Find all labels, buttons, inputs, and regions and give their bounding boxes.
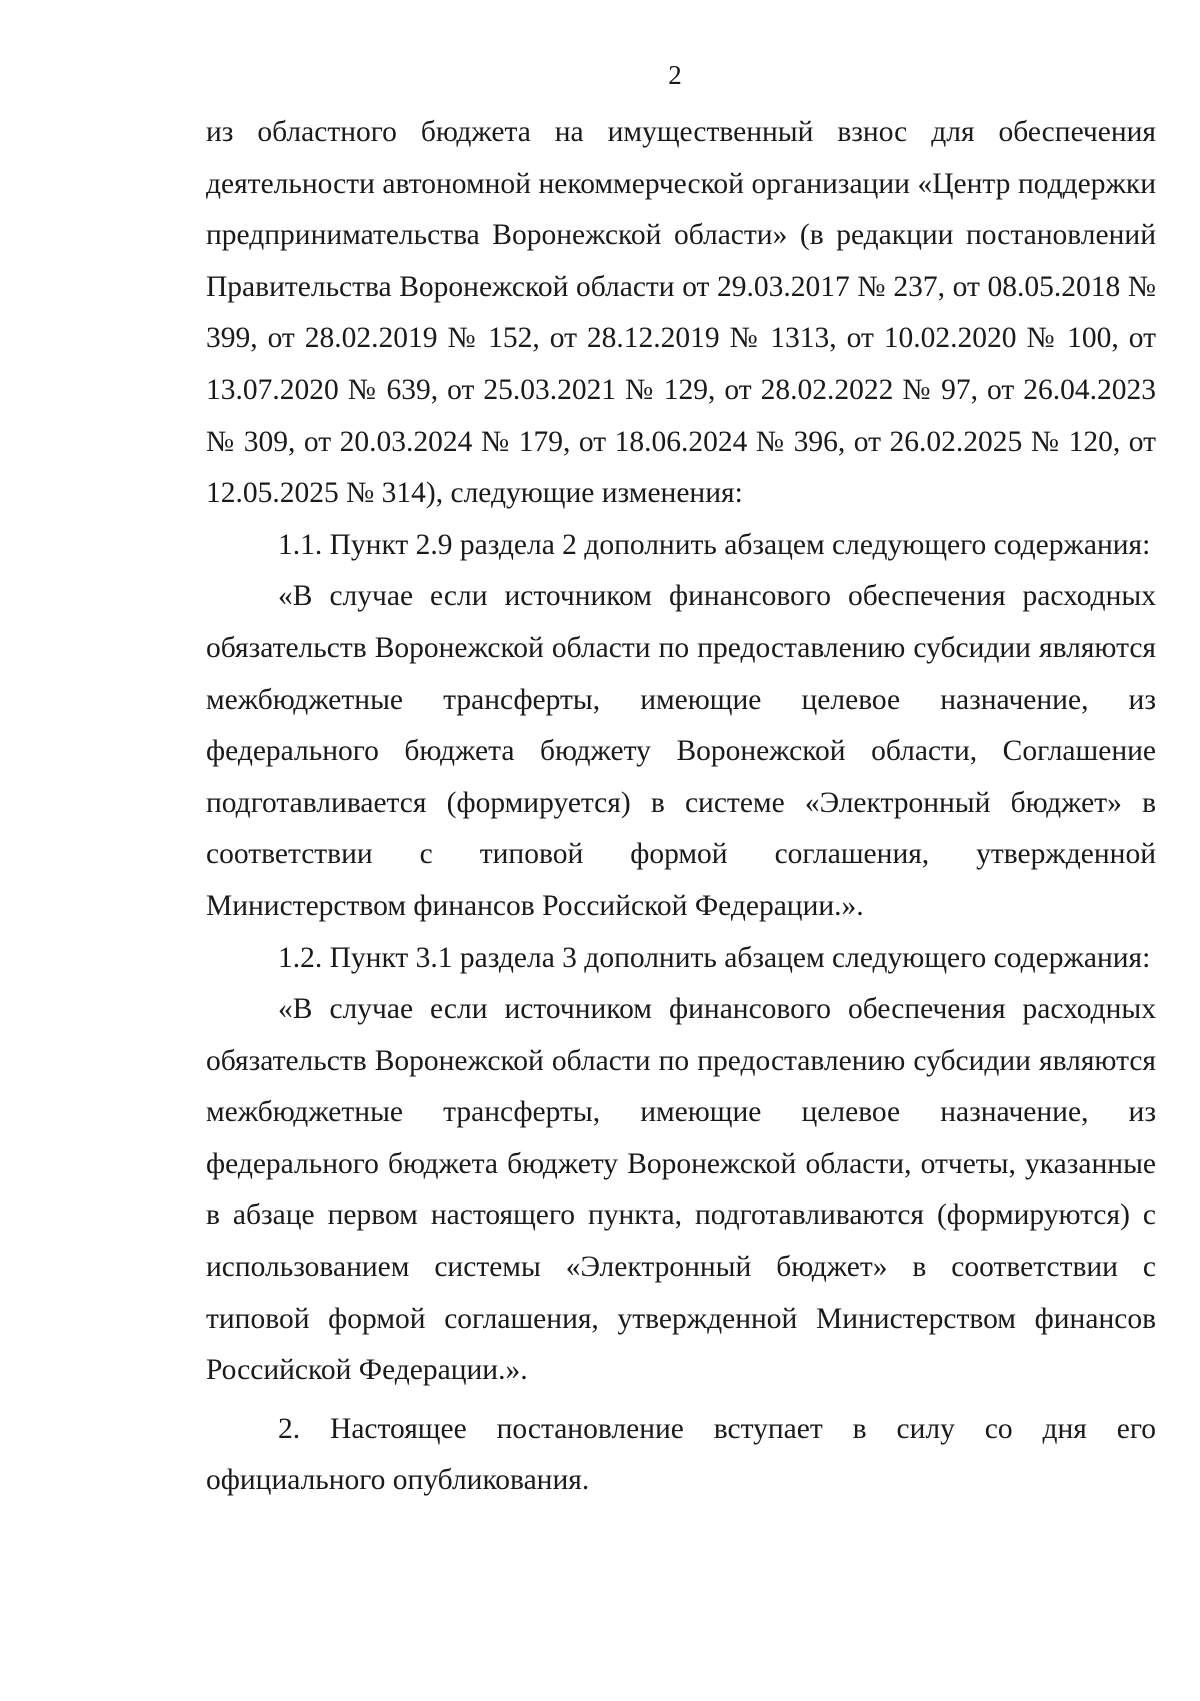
paragraph-quote-1-1: «В случае если источником финансового обеспечения расходных обязательств Воронежской области по предоставлению субсидии являются межбюджетные трансферты, имеющие целевое назначение, из федерального бюджета бюджету Воронежской области, Соглашение подготавливается (формируется) в системе «Электронный бюджет» в соответствии с типовой формой соглашения, утвержденной Министерством финансов Российской Федерации.».	[206, 580, 1156, 922]
paragraph-item-1-1: 1.1. Пункт 2.9 раздела 2 дополнить абзацем следующего содержания:	[278, 528, 1151, 561]
paragraph-quote-1-2: «В случае если источником финансового обеспечения расходных обязательств Воронежской области по предоставлению субсидии являются межбюджетные трансферты, имеющие целевое назначение, из федерального бюджета бюджету Воронежской области, отчеты, указанные в абзаце первом настоящего пункта, подготавливаются (формируются) с использованием системы «Электронный бюджет» в соответствии с типовой формой соглашения, утвержденной Министерством финансов Российской Федерации.».	[206, 993, 1156, 1387]
paragraph-continuation: из областного бюджета на имущественный взнос для обеспечения деятельности автономной некоммерческой организации «Центр поддержки предпринимательства Воронежской области» (в редакции постановлений Правительства Воронежской области от 29.03.2017 № 237, от 08.05.2018 № 399, от 28.02.2019 № 152, от 28.12.2019 № 1313, от 10.02.2020 № 100, от 13.07.2020 № 639, от 25.03.2021 № 129, от 28.02.2022 № 97, от 26.04.2023 № 309, от 20.03.2024 № 179, от 18.06.2024 № 396, от 26.02.2025 № 120, от 12.05.2025 № 314), следующие изменения:	[206, 116, 1156, 510]
page-number: 2	[668, 60, 682, 90]
paragraph-item-1-2: 1.2. Пункт 3.1 раздела 3 дополнить абзацем следующего содержания:	[278, 941, 1151, 974]
paragraph-item-2: 2. Настоящее постановление вступает в силу со дня его официального опубликования.	[206, 1412, 1156, 1497]
document-body	[206, 107, 1156, 1507]
